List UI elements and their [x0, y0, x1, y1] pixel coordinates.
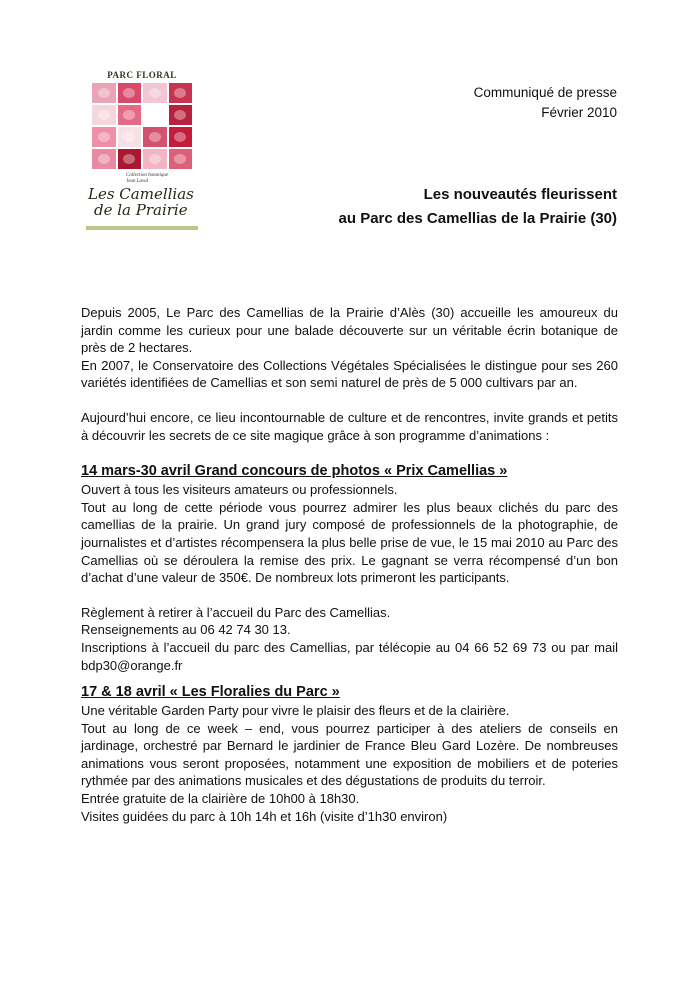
section-photo-contest-p5: Inscriptions à l’accueil du parc des Camellias, par télécopie au 04 66 52 69 73 ou par mail bdp30@orange.fr	[81, 639, 618, 673]
section-floralies-p2: Tout au long de ce week – end, vous pourrez participer à des ateliers de conseils en jardinage, orchestré par Bernard le jardinier de France Bleu Gard Lozère. De nombreuses animations vous seront proposées, notamment une exposition de mobiliers et de poteries rythmée par des animations musicales et des dégustations de produits du terroir.	[81, 720, 618, 789]
section-photo-contest-p3: Règlement à retirer à l’accueil du Parc des Camellias.	[81, 604, 391, 620]
flower-tile	[169, 149, 193, 169]
flower-tile	[118, 105, 142, 125]
logo-name-line1: Les Camellias	[88, 185, 194, 203]
logo-name-line2: de la Prairie	[94, 201, 188, 219]
logo-subtitle-line2: Jean Laval	[126, 179, 149, 184]
logo-subtitle-line1: Collection botanique	[126, 173, 169, 178]
flower-tile	[143, 149, 167, 169]
intro-paragraph-3: Aujourd’hui encore, ce lieu incontournable de culture et de rencontres, invite grands et petits à découvrir les secrets de ce site magique grâce à son programme d’animations :	[81, 409, 618, 443]
press-release-label: Communiqué de presse	[473, 85, 617, 100]
section-floralies-p3: Entrée gratuite de la clairière de 10h00 à 18h30.	[81, 791, 360, 807]
section-floralies-p1: Une véritable Garden Party pour vivre le plaisir des fleurs et de la clairière.	[81, 703, 510, 719]
flower-tile	[118, 83, 142, 103]
flower-tile	[169, 127, 193, 147]
camellia-flower-mosaic	[92, 83, 192, 169]
flower-tile	[143, 83, 167, 103]
document-body	[81, 304, 618, 825]
press-release-header	[474, 83, 617, 123]
section-floralies-title: 17 & 18 avril « Les Floralies du Parc »	[81, 684, 340, 701]
intro-paragraph-2: En 2007, le Conservatoire des Collections Végétales Spécialisées le distingue pour ses 260 variétés identifiées de Camellias et son semi naturel de près de 5 000 cultivars par an.	[81, 357, 618, 391]
headline-line1: Les nouveautés fleurissent	[423, 186, 617, 203]
logo-underline-bar	[86, 226, 198, 230]
flower-tile	[92, 127, 116, 147]
section-photo-contest-p2: Tout au long de cette période vous pourrez admirer les plus beaux clichés du parc des camellias de la prairie. Un grand jury composé de professionnels de la photographie, de journalistes et d’artistes récompensera la plus belle prise de vue, le 15 mai 2010 au Parc des Camellias où se déroulera la remise des prix. Le gagnant se verra récompensé d’un bon d’achat d’une valeur de 350€. De nombreux lots primeront les participants.	[81, 499, 618, 586]
flower-tile	[143, 105, 167, 125]
section-floralies-p4: Visites guidées du parc à 10h 14h et 16h (visite d’1h30 environ)	[81, 808, 448, 824]
intro-paragraph-1: Depuis 2005, Le Parc des Camellias de la Prairie d’Alès (30) accueille les amoureux du jardin comme les curieux pour une balade découverte sur un véritable écrin botanique de près de 2 hectares.	[81, 305, 618, 356]
flower-tile	[92, 83, 116, 103]
headline-line2: au Parc des Camellias de la Prairie (30)	[338, 210, 617, 227]
flower-tile	[92, 149, 116, 169]
section-photo-contest-title: 14 mars-30 avril Grand concours de photos « Prix Camellias »	[81, 463, 508, 480]
flower-tile	[143, 127, 167, 147]
park-logo	[86, 70, 198, 230]
logo-title: PARC FLORAL	[107, 70, 177, 80]
flower-tile	[118, 149, 142, 169]
flower-tile	[169, 83, 193, 103]
flower-tile	[118, 127, 142, 147]
section-photo-contest-p1: Ouvert à tous les visiteurs amateurs ou professionnels.	[81, 482, 398, 498]
headline	[339, 183, 617, 231]
flower-tile	[169, 105, 193, 125]
section-photo-contest-p4: Renseignements au 06 42 74 30 13.	[81, 622, 291, 638]
logo-name	[88, 186, 198, 218]
flower-tile	[92, 105, 116, 125]
press-release-date: Février 2010	[541, 105, 617, 120]
logo-subtitle	[126, 173, 168, 185]
